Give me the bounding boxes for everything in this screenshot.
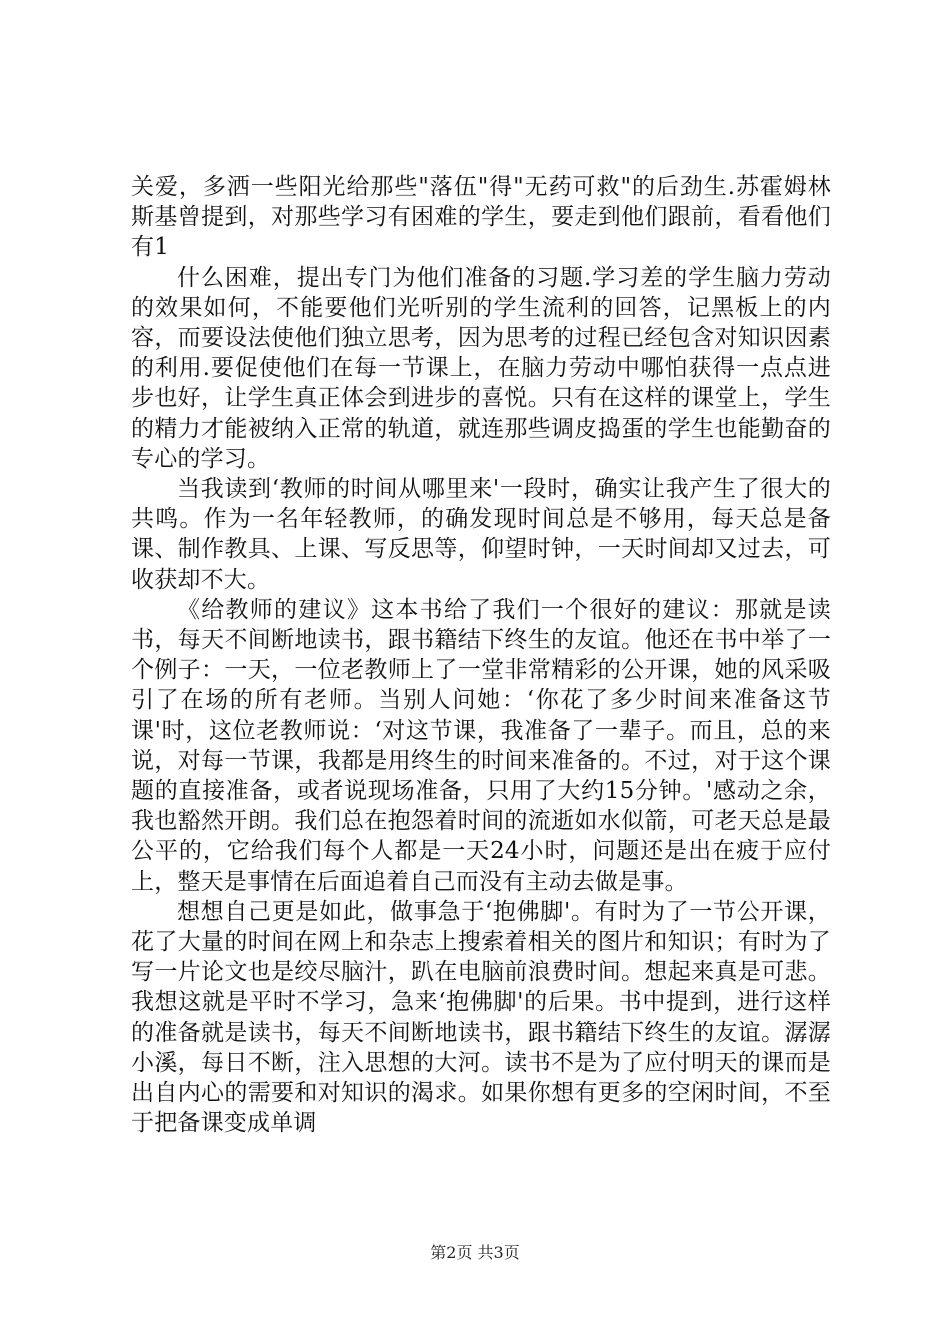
paragraph-3: 当我读到‘教师的时间从哪里来'一段时，确实让我产生了很大的共鸣。作为一名年轻教师，的确发现时间总是不够用，每天总是备课、制作教具、上课、写反思等，仰望时钟，一天时间却又过去，可收获却不大。	[131, 476, 831, 593]
paragraph-2: 什么困难，提出专门为他们准备的习题.学习差的学生脑力劳动的效果如何，不能要他们光听别的学生流利的回答，记黑板上的内容，而要设法使他们独立思考，因为思考的过程已经包含对知识因素的利用.要促使他们在每一节课上，在脑力劳动中哪怕获得一点点进步也好，让学生真正体会到进步的喜悦。只有在这样的课堂上，学生的精力才能被纳入正常的轨道，就连那些调皮捣蛋的学生也能勤奋的专心的学习。	[131, 264, 831, 472]
page-footer: 第2页 共3页	[430, 1243, 520, 1262]
paragraph-4: 《给教师的建议》这本书给了我们一个很好的建议：那就是读书，每天不间断地读书，跟书籍结下终生的友谊。他还在书中举了一个例子：一天，一位老教师上了一堂非常精彩的公开课，她的风采吸引了在场的所有老师。当别人问她：‘你花了多少时间来准备这节课'时，这位老教师说：‘对这节课，我准备了一辈子。而且，总的来说，对每一节课，我都是用终生的时间来准备的。不过，对于这个课题的直接准备，或者说现场准备，只用了大约15分钟。'感动之余，我也豁然开朗。我们总在抱怨着时间的流逝如水似箭，可老天总是最公平的，它给我们每个人都是一天24小时，问题还是出在疲于应付上，整天是事情在后面追着自己而没有主动去做是事。	[131, 596, 831, 895]
document-body	[131, 172, 831, 1139]
paragraph-1: 关爱，多洒一些阳光给那些"落伍"得"无药可救"的后劲生.苏霍姆林斯基曾提到，对那些学习有困难的学生，要走到他们跟前，看看他们有1	[131, 174, 831, 261]
paragraph-5: 想想自己更是如此，做事急于‘抱佛脚'。有时为了一节公开课，花了大量的时间在网上和杂志上搜索着相关的图片和知识；有时为了写一片论文也是绞尽脑汁，趴在电脑前浪费时间。想起来真是可悲。我想这就是平时不学习，急来‘抱佛脚'的后果。书中提到，进行这样的准备就是读书，每天不间断地读书，跟书籍结下终生的友谊。潺潺小溪，每日不断，注入思想的大河。读书不是为了应付明天的课而是出自内心的需要和对知识的渴求。如果你想有更多的空闲时间，不至于把备课变成单调	[131, 898, 831, 1137]
